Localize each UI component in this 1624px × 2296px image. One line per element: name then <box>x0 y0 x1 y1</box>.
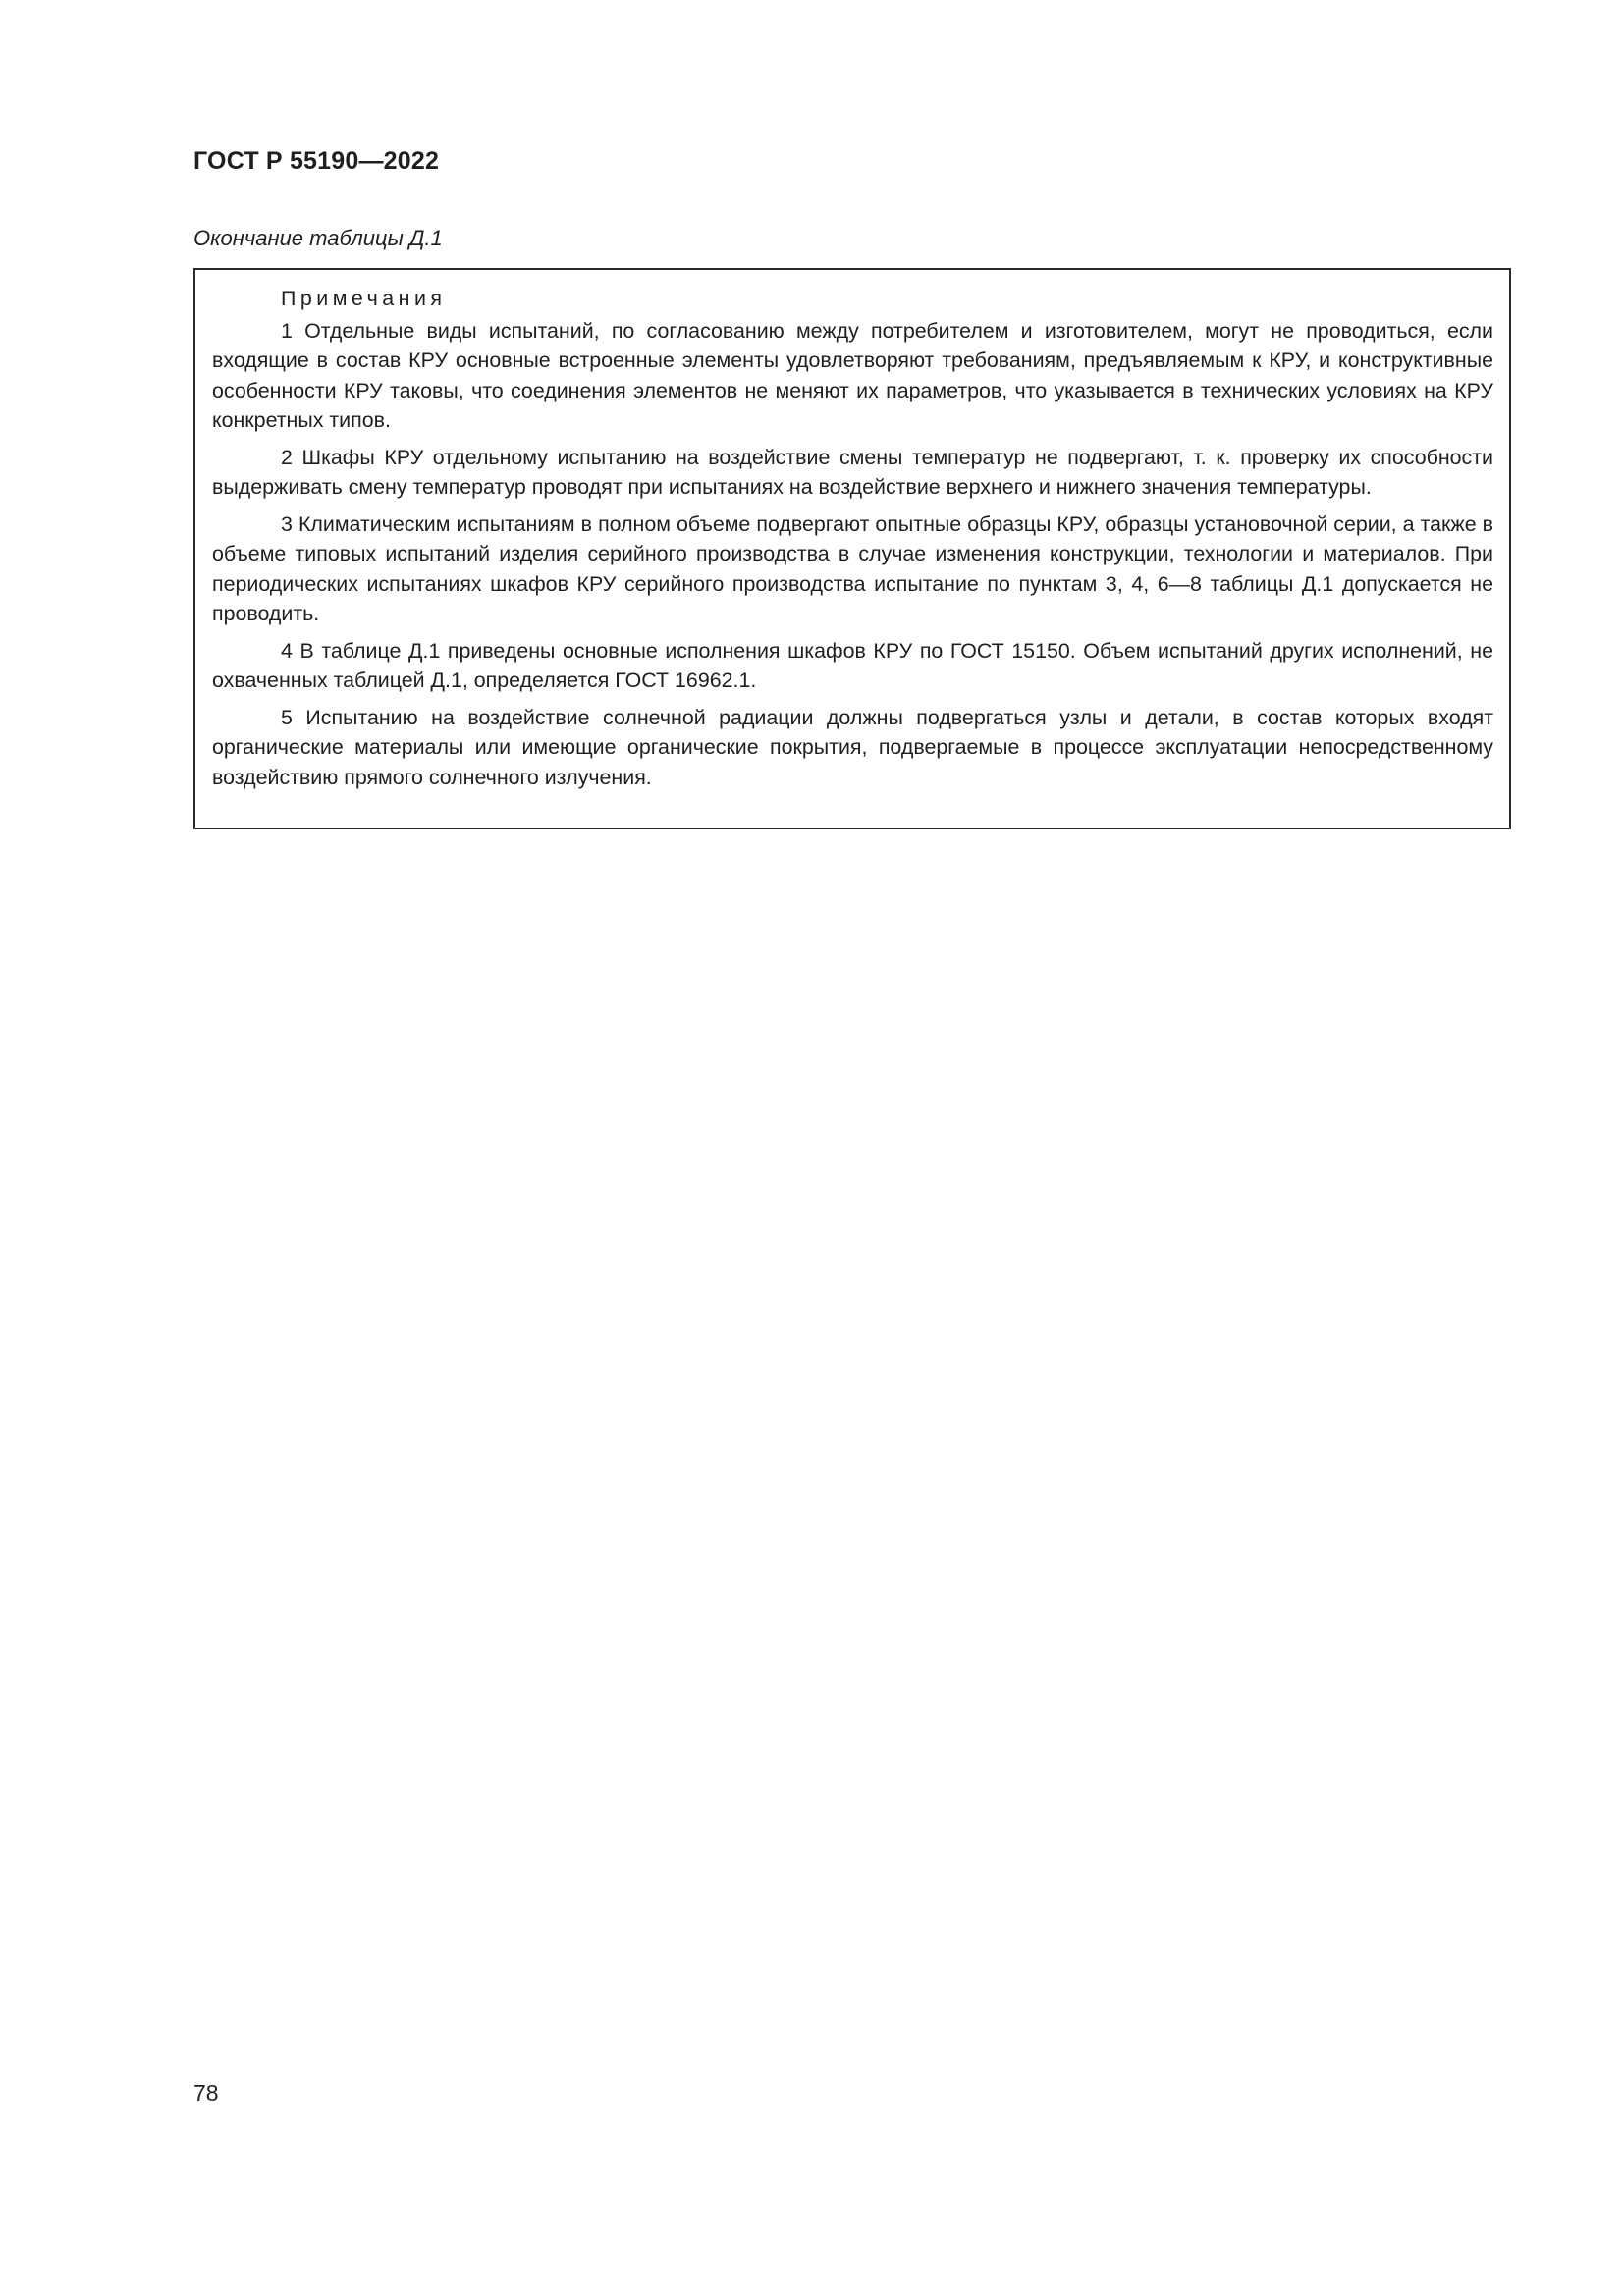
note-item-3: 3 Климатическим испытаниям в полном объеме подвергают опытные образцы КРУ, образцы установочной серии, а также в объеме типовых испытаний изделия серийного производства в случае изменения конструкции, технологии и материалов. При периодических испытаниях шкафов КРУ серийного производства испытание по пунктам 3, 4, 6—8 таблицы Д.1 допускается не проводить. <box>212 511 1493 625</box>
note-item-1: 1 Отдельные виды испытаний, по согласованию между потребителем и изготовителем, могут не проводиться, если входящие в состав КРУ основные встроенные элементы удовлетворяют требованиям, предъявляемым к КРУ, и конструктивные особенности КРУ таковы, что соединения элементов не меняют их параметров, что указывается в технических условиях на КРУ конкретных типов. <box>212 318 1493 432</box>
notes-title: Примечания <box>281 287 447 310</box>
note-item-2: 2 Шкафы КРУ отдельному испытанию на воздействие смены температур не подвергают, т. к. проверку их способности выдерживать смену температур проводят при испытаниях на воздействие верхнего и нижнего значения температуры. <box>212 445 1493 499</box>
table-continuation-caption: Окончание таблицы Д.1 <box>193 226 443 250</box>
page-number: 78 <box>193 2080 219 2106</box>
note-item-4: 4 В таблице Д.1 приведены основные исполнения шкафов КРУ по ГОСТ 15150. Объем испытаний других исполнений, не охваченных таблицей Д.1, определяется ГОСТ 16962.1. <box>212 638 1493 692</box>
notes-box <box>193 268 1511 829</box>
document-standard-code: ГОСТ Р 55190—2022 <box>193 147 440 175</box>
note-item-5: 5 Испытанию на воздействие солнечной радиации должны подвергаться узлы и детали, в состав которых входят органические материалы или имеющие органические покрытия, подвергаемые в процессе эксплуатации непосредственному воздействию прямого солнечного излучения. <box>212 705 1493 789</box>
